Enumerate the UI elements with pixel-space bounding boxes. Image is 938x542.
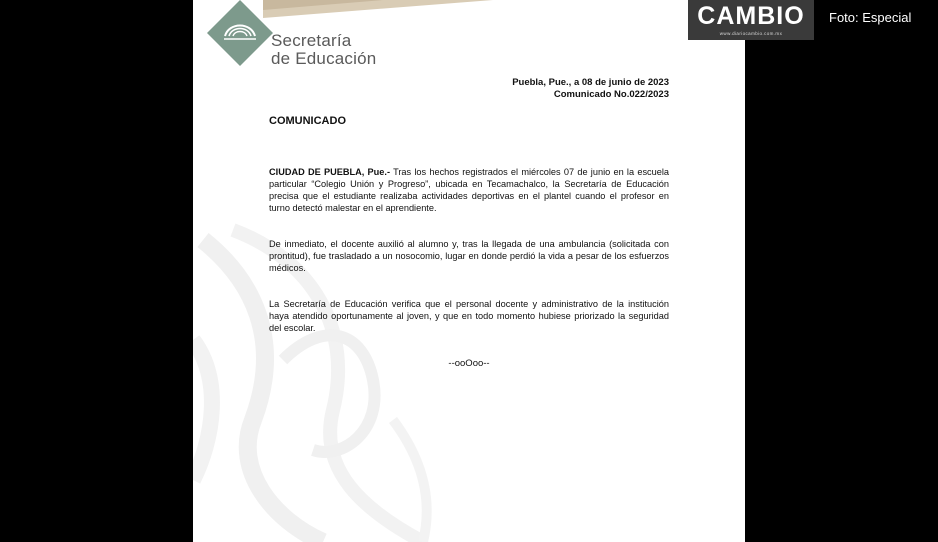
paragraph-1-body: Tras los hechos registrados el miércoles 07 de junio en la escuela particular “Colegio Unión y Progreso”, ubicada en Tecamachalco, la Secretaría de Educación precisa que el estudiante realizaba actividades deportivas en el plantel cuando el profesor en turno detectó malestar en el aprendiente.	[269, 167, 669, 213]
org-name-line1: Secretaría	[271, 31, 352, 50]
cambio-brand: CAMBIO	[697, 2, 805, 30]
paragraph-1-lead: CIUDAD DE PUEBLA, Pue.-	[269, 167, 391, 177]
org-name-line2: de Educación	[271, 49, 377, 68]
secretaria-logo-icon	[207, 0, 273, 66]
letterhead-band	[193, 0, 745, 20]
cambio-watermark-logo	[688, 0, 814, 40]
document-heading: COMUNICADO	[269, 115, 346, 127]
paragraph-3: La Secretaría de Educación verifica que el personal docente y administrativo de la institución haya atendido oportunamente al joven, y que en todo momento hubiese priorizado la seguridad del escolar.	[269, 299, 669, 333]
document-meta	[512, 77, 669, 101]
cambio-url: www.diariocambio.com.mx	[719, 31, 783, 36]
paragraph-1	[269, 166, 669, 214]
document-page	[193, 0, 745, 542]
secretaria-logo-text	[271, 32, 376, 68]
place-date: Puebla, Pue., a 08 de junio de 2023	[512, 77, 669, 88]
photo-credit: Foto: Especial	[829, 10, 912, 25]
paragraph-2: De inmediato, el docente auxilió al alumno y, tras la llegada de una ambulancia (solicitada con prontitud), fue trasladado a un nosocomio, lugar en donde perdió la vida a pesar de los esfuerzos médicos.	[269, 239, 669, 273]
closing-mark: --ooOoo--	[448, 358, 490, 369]
communique-number: Comunicado No.022/2023	[553, 89, 669, 100]
